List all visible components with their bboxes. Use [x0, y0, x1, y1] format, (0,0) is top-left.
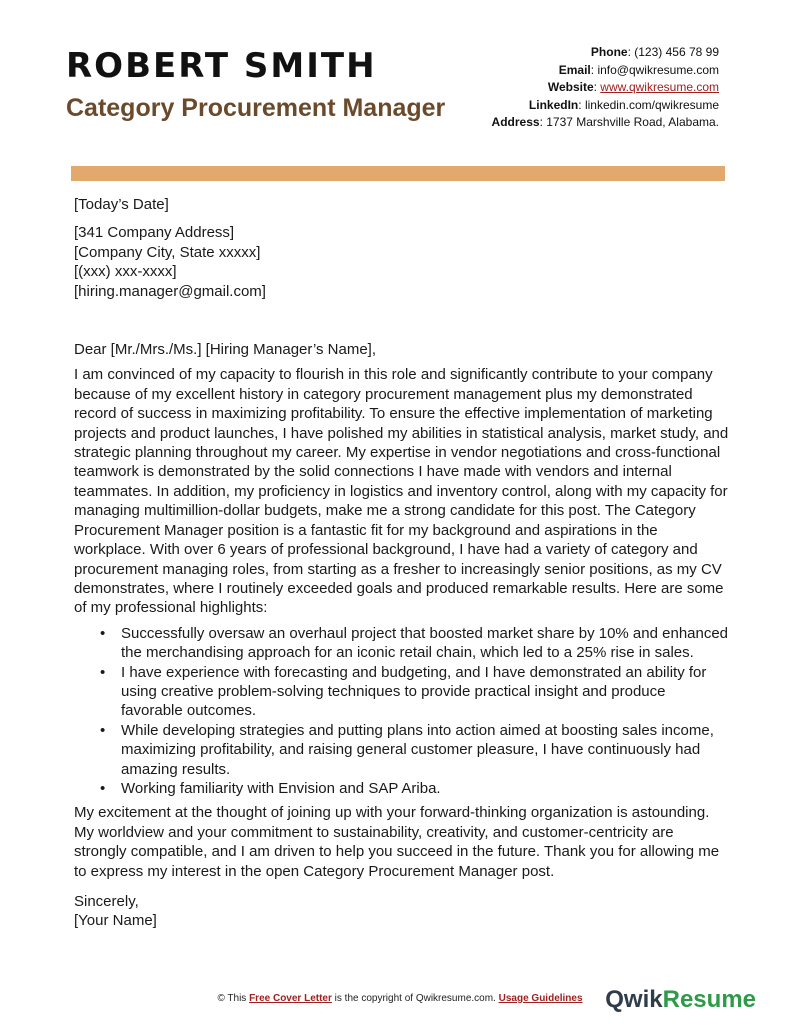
phone-value: (123) 456 78 99 [634, 45, 719, 59]
contact-linkedin: LinkedIn: linkedin.com/qwikresume [528, 97, 719, 112]
address-line: [hiring.manager@gmail.com] [74, 282, 266, 300]
letter-body [74, 195, 730, 931]
highlight-text: I have experience with forecasting and budgeting, and I have demonstrated an ability for using creative problem-solving techniques to provide practical insight and produce favorable outcomes. [121, 663, 707, 720]
website-label: Website [547, 80, 594, 94]
list-item [100, 721, 730, 779]
usage-guidelines-link[interactable]: Usage Guidelines [498, 993, 583, 1004]
address-line: [341 Company Address] [74, 224, 235, 242]
intro-paragraph: I am convinced of my capacity to flourish in this role and significantly contribute to your company because of my excellent history in category procurement management plus my demonstrated record of success in maximizing profitability. To ensure the effective implementation of marketing projects and product launches, I have polished my abilities in statistical analysis, market study, and strategic planning throughout my career. My expertise in vendor negotiations and cross-functional teamwork is demonstrated by the solid connections I have made with vendors and internal teammates. In addition, my proficiency in logistics and inventory control, along with my capacity for managing multimillion-dollar budgets, make me a strong candidate for this post. The Category Procurement Manager position is a fantastic fit for my background and aspirations in the workplace. With over 6 years of professional background, I have had a variety of category and procurement managing roles, from starting as a fresher to increasingly senior positions, as my CV demonstrates, where I routinely exceeded goals and produced remarkable results. Here are some of my professional highlights: [74, 366, 729, 617]
phone-label: Phone [590, 45, 628, 59]
closing-paragraph: My excitement at the thought of joining up with your forward-thinking organization is astounding. My worldview and your commitment to sustainability, creativity, and customer-centricity are strongly compatible, and I am driven to help you succeed in the future. Thank you for allowing me to express my interest in the open Category Procurement Manager post. [74, 804, 720, 880]
list-item [100, 779, 730, 798]
logo-part-qwik: Qwik [605, 986, 663, 1013]
address-line: [Company City, State xxxxx] [74, 243, 261, 261]
address-label: Address [491, 115, 540, 129]
accent-divider [71, 166, 725, 181]
logo-part-resume: Resume [662, 986, 756, 1013]
linkedin-label: LinkedIn [528, 97, 579, 112]
footer-middle: is the copyright of Qwikresume.com. [331, 993, 499, 1004]
contact-website: Website: www.qwikresume.com [547, 80, 719, 94]
qwikresume-logo [605, 986, 756, 1014]
applicant-name: ROBERT SMITH [66, 46, 377, 86]
job-title: Category Procurement Manager [66, 94, 446, 122]
email-label: Email [558, 62, 591, 77]
contact-address: Address: 1737 Marshville Road, Alabama. [491, 115, 719, 129]
recipient-address [74, 223, 730, 301]
address-value: 1737 Marshville Road, Alabama. [546, 115, 719, 129]
list-item [100, 663, 730, 721]
salutation: Dear [Mr./Mrs./Ms.] [Hiring Manager’s Name], [74, 341, 377, 359]
bullet-icon: • [100, 779, 106, 797]
bullet-icon: • [100, 663, 106, 681]
website-link[interactable]: www.qwikresume.com [600, 80, 719, 94]
free-cover-letter-link[interactable]: Free Cover Letter [249, 993, 332, 1004]
signoff: Sincerely, [74, 893, 139, 910]
contact-block [492, 44, 719, 132]
highlight-text: Working familiarity with Envision and SAP Ariba. [121, 779, 441, 797]
contact-email: Email: info@qwikresume.com [558, 62, 719, 77]
highlight-text: While developing strategies and putting plans into action aimed at boosting sales income, maximizing profitability, and raising general customer pleasure, I have continuously had amazing results. [121, 721, 714, 778]
highlight-text: Successfully oversaw an overhaul project that boosted market share by 10% and enhanced the merchandising approach for an iconic retail chain, which led to a 25% rise in sales. [121, 624, 729, 662]
footer-prefix: © This [217, 993, 250, 1004]
bullet-icon: • [100, 624, 106, 642]
linkedin-value: linkedin.com/qwikresume [584, 97, 719, 112]
signature-name: [Your Name] [74, 912, 157, 930]
email-value: info@qwikresume.com [597, 62, 719, 77]
contact-phone: Phone: (123) 456 78 99 [590, 45, 719, 59]
address-line: [(xxx) xxx-xxxx] [74, 263, 177, 281]
letter-date: [Today’s Date] [74, 196, 169, 213]
highlights-list [74, 624, 730, 799]
bullet-icon: • [100, 721, 106, 739]
list-item [100, 624, 730, 663]
